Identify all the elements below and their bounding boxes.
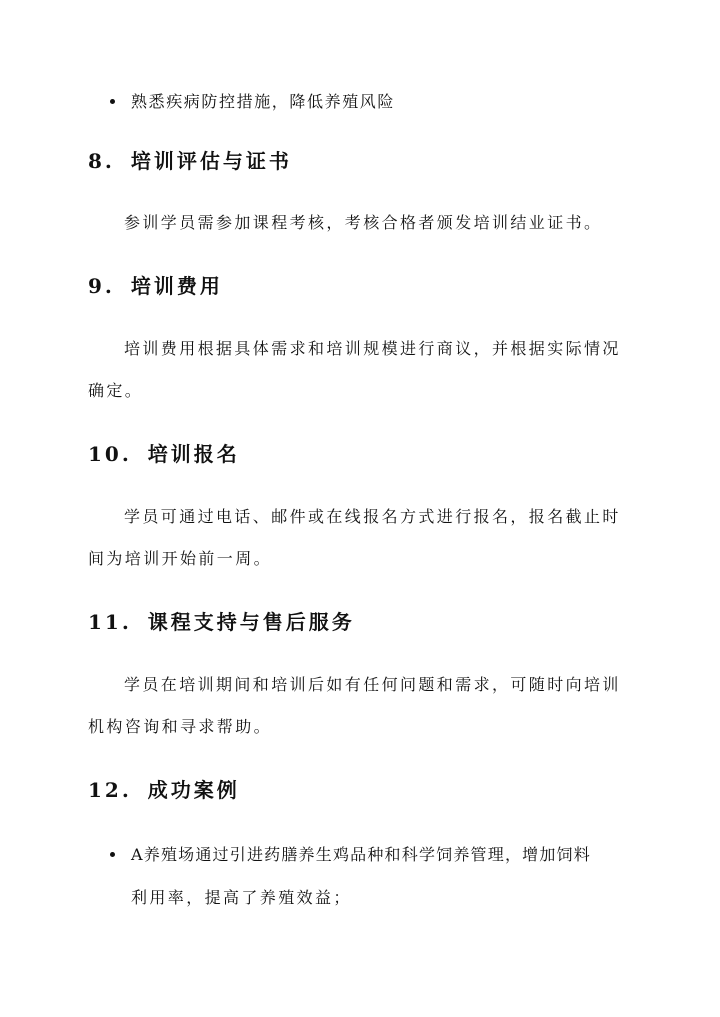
list-item-text-line: A养殖场通过引进药膳养生鸡品种和科学饲养管理，增加饲料: [131, 845, 591, 864]
section-paragraph-line: 机构咨询和寻求帮助。: [88, 717, 273, 736]
section-paragraph: 参训学员需参加课程考核，考核合格者颁发培训结业证书。: [124, 213, 603, 232]
section-number: 11.: [88, 610, 132, 634]
bullet-dot: [110, 99, 115, 104]
section-title: 培训费用: [130, 274, 223, 298]
section-title: 成功案例: [147, 778, 240, 802]
section-number: 12.: [88, 778, 132, 802]
section-paragraph-line: 学员在培训期间和培训后如有任何问题和需求，可随时向培训: [124, 675, 621, 694]
section-heading-11: [88, 606, 355, 635]
section-title: 课程支持与售后服务: [147, 610, 355, 634]
section-paragraph-line: 确定。: [88, 381, 144, 400]
section-heading-9: [88, 270, 223, 299]
section-heading-10: [88, 438, 240, 467]
section-heading-8: [88, 145, 292, 174]
section-title: 培训报名: [147, 442, 240, 466]
bullet-dot: [110, 852, 115, 857]
section-paragraph-line: 学员可通过电话、邮件或在线报名方式进行报名，报名截止时: [124, 507, 621, 526]
list-item-text: 熟悉疾病防控措施，降低养殖风险: [131, 92, 396, 111]
section-number: 10.: [88, 442, 132, 466]
list-item-text-line: 利用率，提高了养殖效益；: [131, 888, 352, 907]
section-number: 8.: [88, 149, 115, 173]
section-title: 培训评估与证书: [130, 149, 292, 173]
section-paragraph-line: 培训费用根据具体需求和培训规模进行商议，并根据实际情况: [124, 339, 621, 358]
section-number: 9.: [88, 274, 115, 298]
section-paragraph-line: 间为培训开始前一周。: [88, 549, 273, 568]
section-heading-12: [88, 774, 240, 803]
